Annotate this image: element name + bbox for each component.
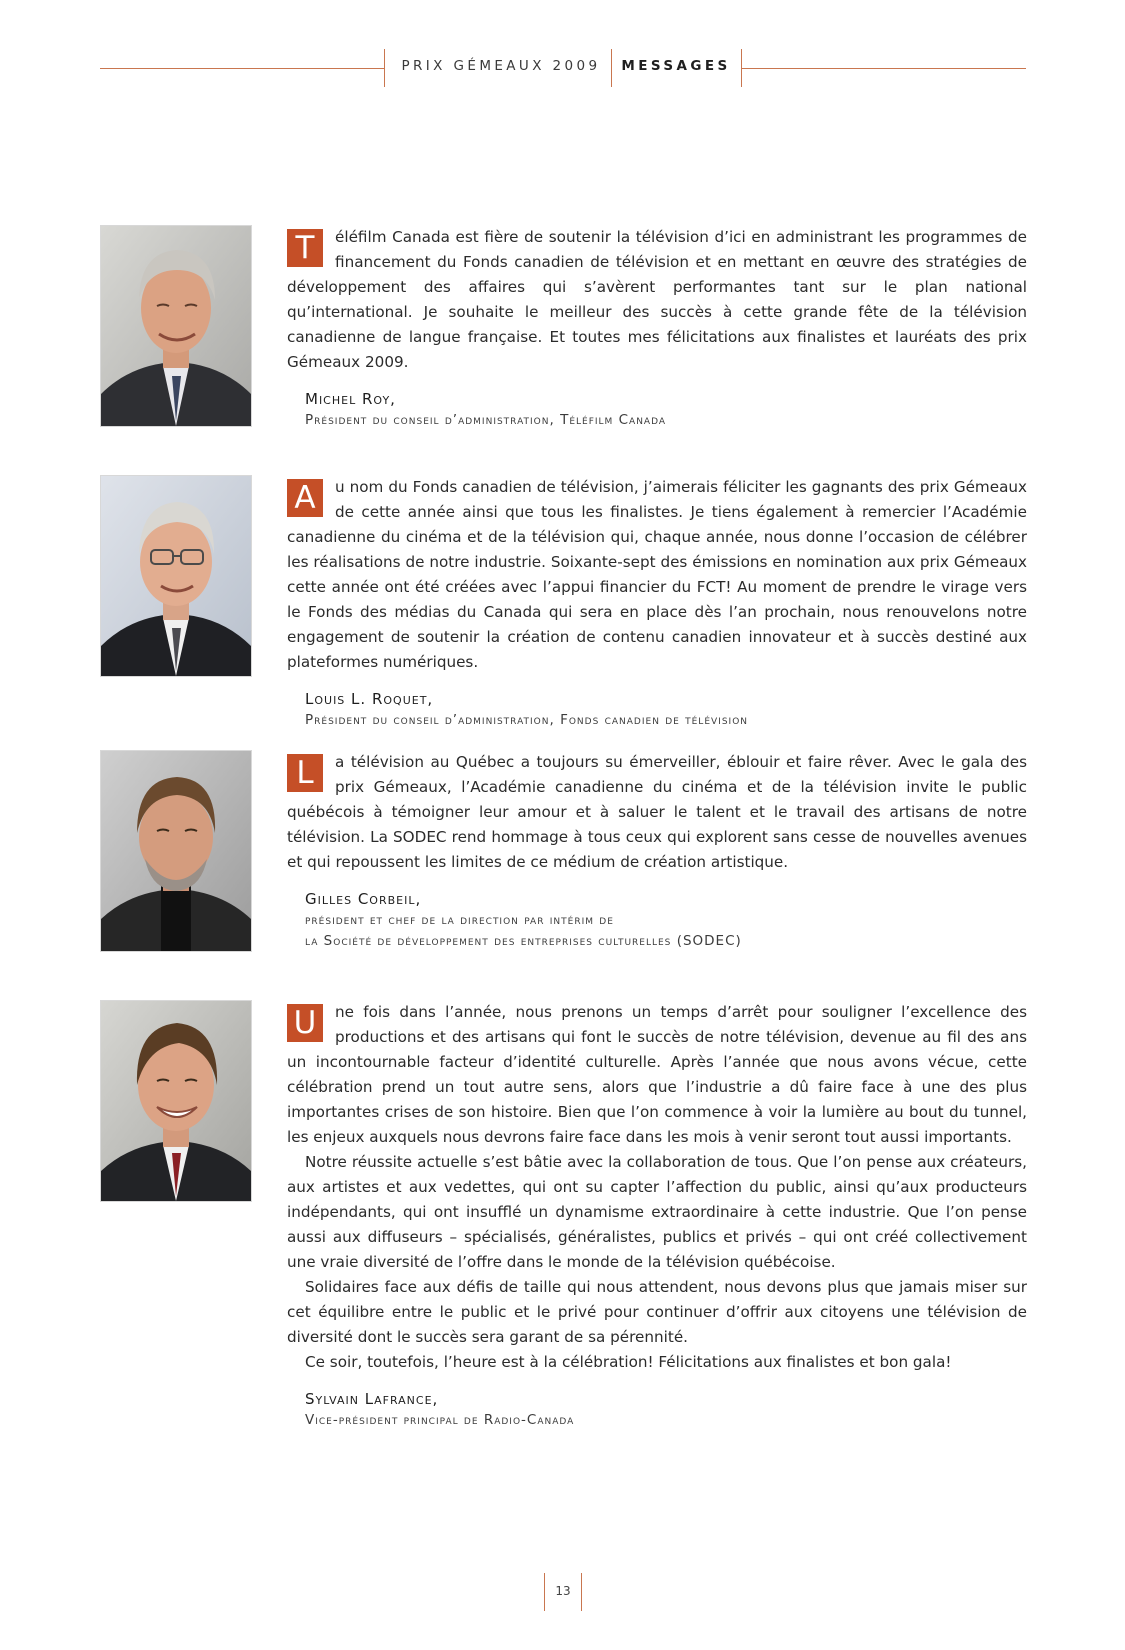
signatory-title: Président du conseil d’administration, Fonds canadien de télévision: [305, 712, 749, 728]
portrait-photo: [100, 475, 252, 677]
signature: [305, 889, 1027, 952]
header-rule-right: [742, 68, 1026, 69]
footer-divider: [581, 1573, 582, 1611]
signatory-name: Gilles Corbeil,: [305, 890, 422, 908]
signature: [305, 689, 1027, 731]
portrait-image: [101, 751, 251, 951]
drop-cap: U: [287, 1004, 323, 1042]
portrait-photo: [100, 1000, 252, 1202]
message-paragraph: ne fois dans l’année, nous prenons un temps d’arrêt pour souligner l’excellence des productions et des artisans qui font le succès de notre télévision, devenue au fil des ans un incontournable facteur d’identité culturelle. Après l’année que nous avons vécue, cette célébration prend un tout autre sens, alors que l’industrie a dû faire face à une des plus importantes crises de son histoire. Bien que l’on commence à voir la lumière au bout du tunnel, les enjeux auxquels nous devrons faire face dans les mois à venir seront tout aussi importants.: [287, 1003, 1027, 1146]
message-paragraph: a télévision au Québec a toujours su émerveiller, éblouir et faire rêver. Avec le gala des prix Gémeaux, l’Académie canadienne du cinéma et de la télévision invite le public québécois à témoigner leur amour et à saluer le talent et le travail des artisans de notre télévision. La SODEC rend hommage à tous ceux qui explorent sans cesse de nouvelles avenues et qui repoussent les limites de ce médium de création artistique.: [287, 753, 1027, 871]
message-paragraph: Notre réussite actuelle s’est bâtie avec la collaboration de tous. Que l’on pense aux créateurs, aux artistes et aux vedettes, qui ont su capter l’affection du public, ainsi qu’aux producteurs indépendants, qui ont insufflé un dynamisme extraordinaire à cette industrie. Que l’on pense aussi aux diffuseurs – spécialisés, généralistes, publics et privés – qui ont créé collectivement une vraie diversité de l’offre dans le monde de la télévision québécoise.: [287, 1153, 1027, 1271]
message-paragraph: Solidaires face aux défis de taille qui nous attendent, nous devons plus que jamais miser sur cet équilibre entre le public et le privé pour continuer d’offrir aux citoyens une télévision de diversité dont le succès sera garant de sa pérennité.: [287, 1278, 1027, 1346]
message-paragraph: éléfilm Canada est fière de soutenir la télévision d’ici en administrant les programmes de financement du Fonds canadien de télévision et en mettant en œuvre des stratégies de développement des affaires qui s’avèrent performantes tant sur le plan national qu’international. Je souhaite le meilleur des succès à cette grande fête de la télévision canadienne de langue française. Et toutes mes félicitations aux finalistes et lauréats des prix Gémeaux 2009.: [287, 228, 1027, 371]
portrait-image: [101, 1001, 251, 1201]
message-paragraph: u nom du Fonds canadien de télévision, j’aimerais féliciter les gagnants des prix Gémeaux de cette année ainsi que tous les finalistes. Je tiens également à remercier l’Académie canadienne du cinéma et de la télévision qui, chaque année, nous donne l’occasion de célébrer les réalisations de notre industrie. Soixante-sept des émissions en nomination aux prix Gémeaux cette année ont été créées avec l’appui financier du FCT! Au moment de prendre le virage vers le Fonds des médias du Canada qui sera en place dès l’an prochain, nous renouvelons notre engagement de soutenir la création de contenu canadien innovateur et à succès destiné aux plateformes numériques.: [287, 478, 1027, 671]
portrait-photo: [100, 225, 252, 427]
message-paragraph: Ce soir, toutefois, l’heure est à la célébration! Félicitations aux finalistes et bon gala!: [305, 1353, 952, 1371]
signatory-name: Michel Roy,: [305, 390, 396, 408]
signatory-title: Président du conseil d’administration, Téléfilm Canada: [305, 412, 667, 428]
message-content: [287, 225, 1027, 431]
message-body: [287, 475, 1027, 675]
header-prize-title: PRIX GÉMEAUX 2009: [401, 58, 601, 74]
page-number: 13: [555, 1584, 571, 1598]
footer-divider: [544, 1573, 545, 1611]
portrait-image: [101, 226, 251, 426]
signatory-title: la Société de développement des entreprises culturelles (SODEC): [305, 933, 742, 949]
drop-cap: A: [287, 479, 323, 517]
signatory-name: Sylvain Lafrance,: [305, 1390, 439, 1408]
signature: [305, 1389, 1027, 1431]
portrait-image: [101, 476, 251, 676]
message-body: [287, 225, 1027, 375]
portrait-photo: [100, 750, 252, 952]
signatory-title: président et chef de la direction par intérim de: [305, 912, 614, 928]
drop-cap: T: [287, 229, 323, 267]
header-rule-left: [100, 68, 384, 69]
header-section-title: MESSAGES: [621, 58, 731, 74]
header-divider: [384, 49, 385, 87]
message-body: [287, 1000, 1027, 1375]
message-content: [287, 1000, 1027, 1431]
header-divider: [611, 49, 612, 87]
signatory-title: Vice-président principal de Radio-Canada: [305, 1412, 575, 1428]
message-body: [287, 750, 1027, 875]
signature: [305, 389, 1027, 431]
message-content: [287, 475, 1027, 731]
signatory-name: Louis L. Roquet,: [305, 690, 434, 708]
message-content: [287, 750, 1027, 952]
drop-cap: L: [287, 754, 323, 792]
